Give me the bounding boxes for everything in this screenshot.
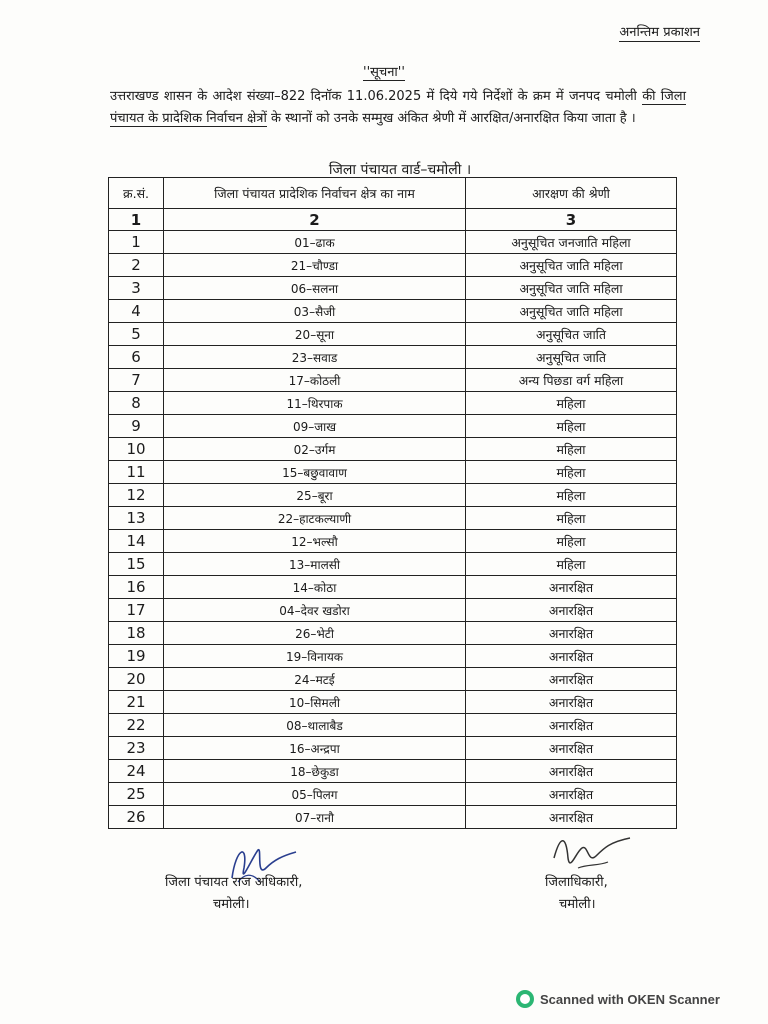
table-row bbox=[109, 300, 677, 323]
row-reservation-category: महिला bbox=[466, 484, 677, 507]
table-row bbox=[109, 806, 677, 829]
row-constituency-name: 02–उर्गम bbox=[164, 438, 466, 461]
row-serial-number: 14 bbox=[109, 530, 164, 553]
signatory-left-district: चमोली। bbox=[213, 897, 250, 912]
row-constituency-name: 25–बूरा bbox=[164, 484, 466, 507]
provisional-publication-label: अनन्तिम प्रकाशन bbox=[619, 22, 700, 42]
scanner-logo-icon bbox=[516, 990, 534, 1008]
table-row bbox=[109, 691, 677, 714]
reservation-table bbox=[108, 177, 677, 829]
row-reservation-category: महिला bbox=[466, 461, 677, 484]
paragraph-underlined: की जिला पंचायत के प्रादेशिक निर्वाचन क्षेत्रों bbox=[110, 89, 686, 126]
row-constituency-name: 20–सूना bbox=[164, 323, 466, 346]
row-serial-number: 20 bbox=[109, 668, 164, 691]
row-serial-number: 21 bbox=[109, 691, 164, 714]
row-reservation-category: अनुसूचित जाति bbox=[466, 346, 677, 369]
signature-block-left bbox=[165, 872, 302, 916]
row-constituency-name: 22–हाटकल्याणी bbox=[164, 507, 466, 530]
table-row bbox=[109, 645, 677, 668]
row-reservation-category: अनुसूचित जाति महिला bbox=[466, 254, 677, 277]
row-reservation-category: अनारक्षित bbox=[466, 645, 677, 668]
header-constituency-name: जिला पंचायत प्रादेशिक निर्वाचन क्षेत्र का नाम bbox=[164, 178, 466, 209]
signatory-left-title: जिला पंचायत राज अधिकारी, bbox=[165, 875, 303, 890]
row-serial-number: 7 bbox=[109, 369, 164, 392]
table-title: जिला पंचायत वार्ड–चमोली । bbox=[328, 162, 472, 178]
table-row bbox=[109, 438, 677, 461]
signatory-right-district: चमोली। bbox=[559, 897, 596, 912]
table-row bbox=[109, 714, 677, 737]
table-row bbox=[109, 783, 677, 806]
row-serial-number: 3 bbox=[109, 277, 164, 300]
row-reservation-category: महिला bbox=[466, 507, 677, 530]
notice-heading bbox=[0, 62, 768, 80]
table-row bbox=[109, 461, 677, 484]
column-number: 2 bbox=[164, 209, 466, 231]
row-serial-number: 11 bbox=[109, 461, 164, 484]
row-serial-number: 12 bbox=[109, 484, 164, 507]
row-serial-number: 8 bbox=[109, 392, 164, 415]
row-serial-number: 9 bbox=[109, 415, 164, 438]
notice-paragraph bbox=[110, 86, 686, 130]
signature-block-right bbox=[545, 872, 608, 916]
row-constituency-name: 16–अन्द्रपा bbox=[164, 737, 466, 760]
table-row bbox=[109, 622, 677, 645]
column-number: 3 bbox=[466, 209, 677, 231]
row-constituency-name: 14–कोठा bbox=[164, 576, 466, 599]
row-constituency-name: 24–मटई bbox=[164, 668, 466, 691]
row-serial-number: 26 bbox=[109, 806, 164, 829]
row-serial-number: 1 bbox=[109, 231, 164, 254]
row-constituency-name: 05–पिलग bbox=[164, 783, 466, 806]
row-reservation-category: अनारक्षित bbox=[466, 714, 677, 737]
table-body bbox=[109, 231, 677, 829]
row-constituency-name: 18–छेकुडा bbox=[164, 760, 466, 783]
row-reservation-category: अनारक्षित bbox=[466, 737, 677, 760]
row-constituency-name: 09–जाख bbox=[164, 415, 466, 438]
row-serial-number: 17 bbox=[109, 599, 164, 622]
row-serial-number: 25 bbox=[109, 783, 164, 806]
row-constituency-name: 11–थिरपाक bbox=[164, 392, 466, 415]
row-constituency-name: 10–सिमली bbox=[164, 691, 466, 714]
row-reservation-category: अनुसूचित जाति महिला bbox=[466, 300, 677, 323]
table-row bbox=[109, 576, 677, 599]
row-serial-number: 19 bbox=[109, 645, 164, 668]
table-row bbox=[109, 346, 677, 369]
row-serial-number: 4 bbox=[109, 300, 164, 323]
row-reservation-category: अनारक्षित bbox=[466, 760, 677, 783]
row-serial-number: 22 bbox=[109, 714, 164, 737]
row-constituency-name: 03–सैजी bbox=[164, 300, 466, 323]
row-reservation-category: अन्य पिछडा वर्ग महिला bbox=[466, 369, 677, 392]
row-serial-number: 18 bbox=[109, 622, 164, 645]
column-number: 1 bbox=[109, 209, 164, 231]
row-constituency-name: 01–ढाक bbox=[164, 231, 466, 254]
table-row bbox=[109, 415, 677, 438]
scanner-watermark-text: Scanned with OKEN Scanner bbox=[540, 991, 720, 1007]
row-reservation-category: महिला bbox=[466, 392, 677, 415]
row-serial-number: 5 bbox=[109, 323, 164, 346]
table-row bbox=[109, 484, 677, 507]
row-constituency-name: 19–विनायक bbox=[164, 645, 466, 668]
table-row bbox=[109, 599, 677, 622]
row-constituency-name: 12–भल्सौ bbox=[164, 530, 466, 553]
row-constituency-name: 08–थालाबैड bbox=[164, 714, 466, 737]
row-reservation-category: महिला bbox=[466, 438, 677, 461]
row-serial-number: 2 bbox=[109, 254, 164, 277]
row-constituency-name: 04–देवर खडोरा bbox=[164, 599, 466, 622]
table-row bbox=[109, 254, 677, 277]
signatory-right-title: जिलाधिकारी, bbox=[545, 875, 608, 890]
row-reservation-category: अनारक्षित bbox=[466, 691, 677, 714]
row-constituency-name: 17–कोठली bbox=[164, 369, 466, 392]
table-row bbox=[109, 760, 677, 783]
table-row bbox=[109, 231, 677, 254]
row-reservation-category: महिला bbox=[466, 553, 677, 576]
notice-heading-text: ''सूचना'' bbox=[363, 65, 405, 80]
row-reservation-category: अनारक्षित bbox=[466, 576, 677, 599]
row-reservation-category: अनारक्षित bbox=[466, 783, 677, 806]
table-row bbox=[109, 392, 677, 415]
row-serial-number: 16 bbox=[109, 576, 164, 599]
header-reservation-category: आरक्षण की श्रेणी bbox=[466, 178, 677, 209]
row-serial-number: 23 bbox=[109, 737, 164, 760]
scanner-watermark bbox=[516, 990, 720, 1008]
table-row bbox=[109, 668, 677, 691]
table-row bbox=[109, 553, 677, 576]
paragraph-part2: के स्थानों को उनके सम्मुख अंकित श्रेणी में आरक्षित/अनारक्षित किया जाता है । bbox=[266, 111, 636, 126]
header-serial: क्र.सं. bbox=[109, 178, 164, 209]
row-constituency-name: 23–सवाड bbox=[164, 346, 466, 369]
table-header-row bbox=[109, 178, 677, 209]
row-reservation-category: अनुसूचित जाति bbox=[466, 323, 677, 346]
table-row bbox=[109, 507, 677, 530]
row-reservation-category: अनारक्षित bbox=[466, 806, 677, 829]
row-reservation-category: अनारक्षित bbox=[466, 622, 677, 645]
table-row bbox=[109, 277, 677, 300]
row-serial-number: 10 bbox=[109, 438, 164, 461]
table-row bbox=[109, 369, 677, 392]
table-row bbox=[109, 530, 677, 553]
row-reservation-category: महिला bbox=[466, 530, 677, 553]
row-serial-number: 6 bbox=[109, 346, 164, 369]
row-reservation-category: अनुसूचित जनजाति महिला bbox=[466, 231, 677, 254]
row-constituency-name: 21–चौण्डा bbox=[164, 254, 466, 277]
table-row bbox=[109, 737, 677, 760]
row-serial-number: 13 bbox=[109, 507, 164, 530]
row-serial-number: 24 bbox=[109, 760, 164, 783]
row-serial-number: 15 bbox=[109, 553, 164, 576]
row-constituency-name: 07–रानौ bbox=[164, 806, 466, 829]
row-constituency-name: 06–सलना bbox=[164, 277, 466, 300]
paragraph-part1: उत्तराखण्ड शासन के आदेश संख्या–822 दिनॉक 11.06.2025 में दिये गये निर्देशों के क्रम में जनपद चमोली bbox=[110, 89, 643, 104]
row-constituency-name: 26–भेटी bbox=[164, 622, 466, 645]
column-number-row bbox=[109, 209, 677, 231]
row-constituency-name: 13–मालसी bbox=[164, 553, 466, 576]
row-reservation-category: महिला bbox=[466, 415, 677, 438]
row-reservation-category: अनारक्षित bbox=[466, 599, 677, 622]
row-constituency-name: 15–बछुवावाण bbox=[164, 461, 466, 484]
table-row bbox=[109, 323, 677, 346]
row-reservation-category: अनारक्षित bbox=[466, 668, 677, 691]
row-reservation-category: अनुसूचित जाति महिला bbox=[466, 277, 677, 300]
